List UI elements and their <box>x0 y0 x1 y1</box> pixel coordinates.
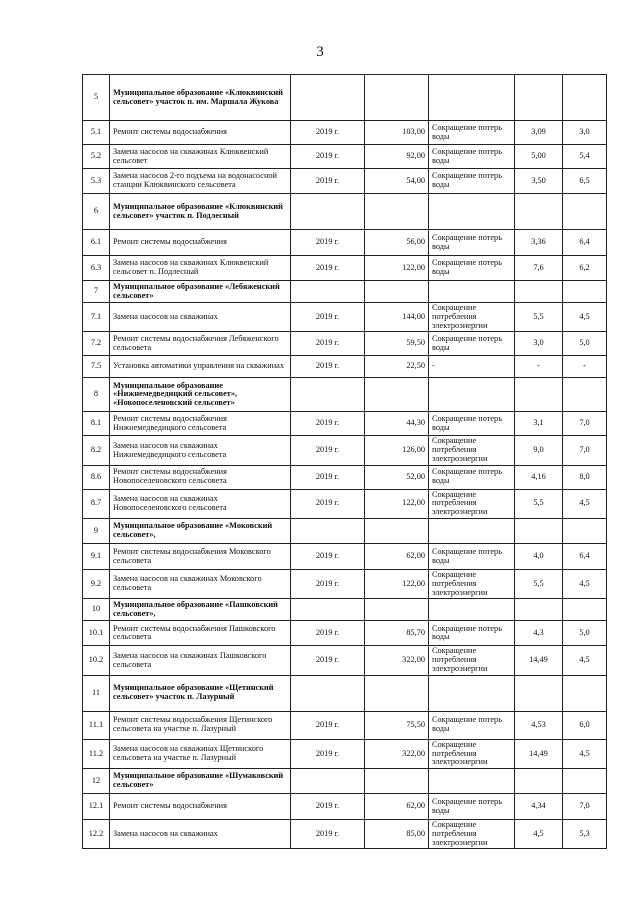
row-amount: 62,00 <box>365 544 429 570</box>
row-name: Ремонт системы водоснабжения Нижнемедведицкого сельсовета <box>110 412 291 436</box>
row-name: Замена насосов на скважинах Щетинского сельсовета на участке п. Лазурный <box>110 739 291 768</box>
row-name: Ремонт системы водоснабжения Пашковского сельсовета <box>110 621 291 646</box>
row-year: 2019 г. <box>291 303 365 332</box>
measures-table <box>82 74 607 849</box>
row-amount <box>365 519 429 544</box>
row-year: 2019 г. <box>291 356 365 378</box>
table-row <box>83 646 607 675</box>
row-number: 7 <box>83 281 110 303</box>
row-result <box>429 281 515 303</box>
row-name: Ремонт системы водоснабжения <box>110 230 291 256</box>
section-row <box>83 519 607 544</box>
row-name: Ремонт системы водоснабжения Щетинского сельсовета на участке п. Лазурный <box>110 711 291 739</box>
row-value-2: 5,3 <box>563 820 607 849</box>
row-result: Сокращение потребления электроэнергии <box>429 820 515 849</box>
row-result: Сокращение потерь воды <box>429 544 515 570</box>
row-value-1 <box>515 769 563 794</box>
row-amount <box>365 194 429 230</box>
row-amount: 85,00 <box>365 820 429 849</box>
row-result: Сокращение потерь воды <box>429 412 515 436</box>
row-year: 2019 г. <box>291 256 365 281</box>
row-name: Установка автоматики управления на скважинах <box>110 356 291 378</box>
row-result: Сокращение потерь воды <box>429 230 515 256</box>
row-value-1: 5,00 <box>515 145 563 169</box>
row-number: 5.1 <box>83 121 110 145</box>
row-name: Ремонт системы водоснабжения <box>110 121 291 145</box>
row-amount: 92,00 <box>365 145 429 169</box>
row-amount: 126,00 <box>365 436 429 465</box>
row-result: - <box>429 356 515 378</box>
row-value-1 <box>515 194 563 230</box>
row-value-1: 4,53 <box>515 711 563 739</box>
row-value-1 <box>515 519 563 544</box>
row-number: 11 <box>83 675 110 711</box>
row-number: 10.1 <box>83 621 110 646</box>
row-year <box>291 378 365 412</box>
table-row <box>83 739 607 768</box>
section-row <box>83 769 607 794</box>
row-number: 6.3 <box>83 256 110 281</box>
row-number: 8 <box>83 378 110 412</box>
row-value-1: 3,36 <box>515 230 563 256</box>
row-value-2 <box>563 378 607 412</box>
section-row <box>83 599 607 621</box>
row-result <box>429 769 515 794</box>
row-value-1 <box>515 75 563 121</box>
row-value-1: 3,50 <box>515 169 563 194</box>
row-amount <box>365 378 429 412</box>
row-value-1: 14,49 <box>515 646 563 675</box>
row-value-1: 4,0 <box>515 544 563 570</box>
table-row <box>83 332 607 356</box>
row-value-2: 4,5 <box>563 489 607 518</box>
row-name: Замена насосов на скважинах Клюквенский сельсовет п. Подлесный <box>110 256 291 281</box>
row-name: Ремонт системы водоснабжения Новопоселеновского сельсовета <box>110 465 291 489</box>
row-name: Муниципальное образование «Лебяженский сельсовет» <box>110 281 291 303</box>
row-value-1 <box>515 675 563 711</box>
row-value-2: 5,0 <box>563 621 607 646</box>
row-amount <box>365 599 429 621</box>
row-year: 2019 г. <box>291 711 365 739</box>
row-number: 5.3 <box>83 169 110 194</box>
row-value-2: 6,4 <box>563 230 607 256</box>
row-value-1: 5,5 <box>515 570 563 599</box>
row-name: Замена насосов на скважинах Нижнемедведицкого сельсовета <box>110 436 291 465</box>
row-number: 12 <box>83 769 110 794</box>
row-name: Замена насосов на скважинах Пашковского сельсовета <box>110 646 291 675</box>
row-value-2: 3,0 <box>563 121 607 145</box>
row-year: 2019 г. <box>291 739 365 768</box>
row-value-2: 6,4 <box>563 544 607 570</box>
row-number: 9.2 <box>83 570 110 599</box>
row-year: 2019 г. <box>291 121 365 145</box>
row-year: 2019 г. <box>291 646 365 675</box>
row-value-2: - <box>563 356 607 378</box>
section-row <box>83 75 607 121</box>
row-amount: 59,50 <box>365 332 429 356</box>
row-value-1: 4,34 <box>515 794 563 820</box>
row-amount: 85,70 <box>365 621 429 646</box>
row-value-1: 5,5 <box>515 489 563 518</box>
row-amount: 52,00 <box>365 465 429 489</box>
row-amount <box>365 75 429 121</box>
row-amount: 54,00 <box>365 169 429 194</box>
row-value-2 <box>563 194 607 230</box>
row-name: Ремонт системы водоснабжения Моковского сельсовета <box>110 544 291 570</box>
row-number: 12.2 <box>83 820 110 849</box>
row-result: Сокращение потерь воды <box>429 256 515 281</box>
table-row <box>83 794 607 820</box>
row-year: 2019 г. <box>291 621 365 646</box>
row-name: Муниципальное образование «Моковский сельсовет», <box>110 519 291 544</box>
row-name: Замена насосов на скважинах <box>110 303 291 332</box>
row-number: 8.2 <box>83 436 110 465</box>
row-year: 2019 г. <box>291 412 365 436</box>
row-name: Муниципальное образование «Шумаковский сельсовет» <box>110 769 291 794</box>
row-number: 12.1 <box>83 794 110 820</box>
row-result: Сокращение потребления электроэнергии <box>429 570 515 599</box>
row-value-1 <box>515 599 563 621</box>
row-value-2 <box>563 675 607 711</box>
row-amount: 56,00 <box>365 230 429 256</box>
row-result: Сокращение потребления электроэнергии <box>429 739 515 768</box>
row-number: 8.7 <box>83 489 110 518</box>
row-name: Ремонт системы водоснабжения <box>110 794 291 820</box>
row-name: Муниципальное образование «Клюквинский сельсовет» участок п. им. Маршала Жукова <box>110 75 291 121</box>
row-amount: 122,00 <box>365 256 429 281</box>
table-row <box>83 121 607 145</box>
row-value-1: 9,0 <box>515 436 563 465</box>
row-year <box>291 75 365 121</box>
row-result: Сокращение потерь воды <box>429 332 515 356</box>
row-year: 2019 г. <box>291 332 365 356</box>
row-result: Сокращение потерь воды <box>429 169 515 194</box>
row-value-2: 8,0 <box>563 465 607 489</box>
row-value-1: 3,0 <box>515 332 563 356</box>
row-amount: 322,00 <box>365 739 429 768</box>
row-value-2: 5,0 <box>563 332 607 356</box>
row-result <box>429 519 515 544</box>
row-result: Сокращение потребления электроэнергии <box>429 489 515 518</box>
row-number: 9.1 <box>83 544 110 570</box>
measures-table-body <box>83 75 607 849</box>
row-amount: 22,50 <box>365 356 429 378</box>
row-year: 2019 г. <box>291 820 365 849</box>
row-value-1: 3,09 <box>515 121 563 145</box>
row-value-2: 6,0 <box>563 711 607 739</box>
table-row <box>83 570 607 599</box>
row-name: Муниципальное образование «Нижнемедведицкий сельсовет», «Новопоселеновский сельсовет» <box>110 378 291 412</box>
row-result: Сокращение потребления электроэнергии <box>429 646 515 675</box>
row-year: 2019 г. <box>291 794 365 820</box>
row-amount: 122,00 <box>365 570 429 599</box>
section-row <box>83 378 607 412</box>
row-result: Сокращение потерь воды <box>429 621 515 646</box>
section-row <box>83 281 607 303</box>
table-row <box>83 356 607 378</box>
row-amount: 44,30 <box>365 412 429 436</box>
row-name: Муниципальное образование «Щетинский сельсовет» участок п. Лазурный <box>110 675 291 711</box>
row-year: 2019 г. <box>291 489 365 518</box>
row-name: Замена насосов 2-го подъема на водонасосной станции Клюквинского сельсовета <box>110 169 291 194</box>
row-value-2 <box>563 519 607 544</box>
row-amount: 62,00 <box>365 794 429 820</box>
row-value-2 <box>563 281 607 303</box>
row-number: 5.2 <box>83 145 110 169</box>
row-amount: 122,00 <box>365 489 429 518</box>
row-amount: 144,00 <box>365 303 429 332</box>
row-year: 2019 г. <box>291 570 365 599</box>
row-number: 7.2 <box>83 332 110 356</box>
row-year: 2019 г. <box>291 436 365 465</box>
row-number: 5 <box>83 75 110 121</box>
row-value-1 <box>515 378 563 412</box>
row-year: 2019 г. <box>291 465 365 489</box>
table-row <box>83 230 607 256</box>
row-value-2: 4,5 <box>563 303 607 332</box>
row-number: 6.1 <box>83 230 110 256</box>
row-value-2: 7,0 <box>563 436 607 465</box>
row-value-2: 7,0 <box>563 412 607 436</box>
row-value-2: 6,2 <box>563 256 607 281</box>
section-row <box>83 194 607 230</box>
row-name: Муниципальное образование «Пашковский сельсовет», <box>110 599 291 621</box>
row-amount: 103,00 <box>365 121 429 145</box>
table-row <box>83 436 607 465</box>
row-value-2: 4,5 <box>563 646 607 675</box>
row-number: 11.1 <box>83 711 110 739</box>
row-result: Сокращение потерь воды <box>429 711 515 739</box>
row-name: Муниципальное образование «Клюквинский сельсовет» участок п. Подлесный <box>110 194 291 230</box>
row-result <box>429 675 515 711</box>
row-name: Замена насосов на скважинах <box>110 820 291 849</box>
row-value-1: 5,5 <box>515 303 563 332</box>
row-year <box>291 599 365 621</box>
table-row <box>83 621 607 646</box>
section-row <box>83 675 607 711</box>
row-result: Сокращение потерь воды <box>429 465 515 489</box>
row-value-2: 7,0 <box>563 794 607 820</box>
row-year <box>291 194 365 230</box>
row-value-1: 3,1 <box>515 412 563 436</box>
row-amount: 75,50 <box>365 711 429 739</box>
row-value-1: 4,16 <box>515 465 563 489</box>
row-name: Замена насосов на скважинах Моковского сельсовета <box>110 570 291 599</box>
table-row <box>83 489 607 518</box>
row-result <box>429 75 515 121</box>
table-row <box>83 256 607 281</box>
row-value-1 <box>515 281 563 303</box>
row-name: Замена насосов на скважинах Новопоселеновского сельсовета <box>110 489 291 518</box>
table-row <box>83 820 607 849</box>
row-value-1: 14,49 <box>515 739 563 768</box>
table-row <box>83 465 607 489</box>
row-result <box>429 378 515 412</box>
row-number: 9 <box>83 519 110 544</box>
row-result <box>429 194 515 230</box>
row-number: 11.2 <box>83 739 110 768</box>
row-number: 7.5 <box>83 356 110 378</box>
row-number: 7.1 <box>83 303 110 332</box>
row-result <box>429 599 515 621</box>
row-amount <box>365 281 429 303</box>
row-value-2: 4,5 <box>563 739 607 768</box>
row-year: 2019 г. <box>291 169 365 194</box>
row-value-2 <box>563 769 607 794</box>
row-result: Сокращение потребления электроэнергии <box>429 436 515 465</box>
row-year <box>291 519 365 544</box>
row-value-1: 7,6 <box>515 256 563 281</box>
row-result: Сокращение потерь воды <box>429 145 515 169</box>
row-number: 10 <box>83 599 110 621</box>
row-year: 2019 г. <box>291 544 365 570</box>
table-row <box>83 711 607 739</box>
row-name: Ремонт системы водоснабжения Лебяженского сельсовета <box>110 332 291 356</box>
row-result: Сокращение потерь воды <box>429 121 515 145</box>
table-row <box>83 544 607 570</box>
row-value-1: - <box>515 356 563 378</box>
row-value-2: 4,5 <box>563 570 607 599</box>
row-year <box>291 769 365 794</box>
row-result: Сокращение потребления электроэнергии <box>429 303 515 332</box>
row-year <box>291 675 365 711</box>
row-year: 2019 г. <box>291 145 365 169</box>
row-year <box>291 281 365 303</box>
table-row <box>83 145 607 169</box>
row-amount <box>365 675 429 711</box>
table-row <box>83 169 607 194</box>
row-amount <box>365 769 429 794</box>
row-value-1: 4,5 <box>515 820 563 849</box>
row-number: 10.2 <box>83 646 110 675</box>
row-value-2 <box>563 599 607 621</box>
row-amount: 322,00 <box>365 646 429 675</box>
row-number: 6 <box>83 194 110 230</box>
row-value-1: 4,3 <box>515 621 563 646</box>
row-value-2: 6,5 <box>563 169 607 194</box>
row-number: 8.6 <box>83 465 110 489</box>
row-result: Сокращение потерь воды <box>429 794 515 820</box>
table-row <box>83 412 607 436</box>
row-value-2: 5,4 <box>563 145 607 169</box>
row-year: 2019 г. <box>291 230 365 256</box>
row-number: 8.1 <box>83 412 110 436</box>
row-value-2 <box>563 75 607 121</box>
page-number: 3 <box>316 44 324 60</box>
row-name: Замена насосов на скважинах Клюквенский сельсовет <box>110 145 291 169</box>
table-row <box>83 303 607 332</box>
